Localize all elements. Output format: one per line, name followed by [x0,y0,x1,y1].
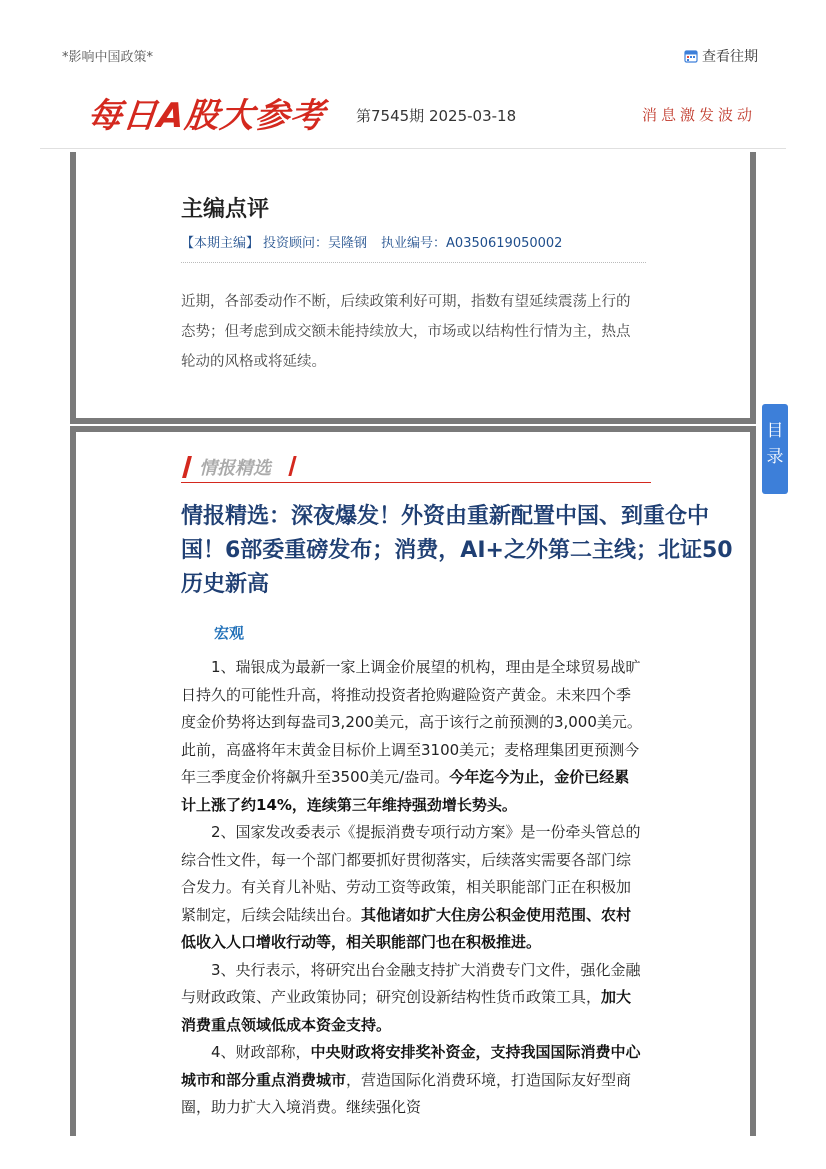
editorial-divider [181,262,646,263]
toc-label-2: 录 [766,447,784,467]
issue-info: 第7545期 2025-03-18 [356,107,517,125]
article-body [181,654,643,1122]
editorial-meta [181,232,576,251]
tag-accent-right [288,456,296,476]
editorial-title: 主编点评 [181,197,270,222]
toc-label-1: 目 [766,421,784,441]
section-tag [181,452,651,483]
editor-role: 【本期主编】 [181,236,260,251]
calendar-icon [684,49,698,63]
section-subhead: 宏观 [214,624,245,642]
editorial-body: 近期，各部委动作不断，后续政策利好可期，指数有望延续震荡上行的态势；但考虑到成交额未能持续放大，市场或以结构性行情为主，热点轮动的风格或将延续。 [181,294,631,370]
article-headline: 情报精选：深夜爆发！外资由重新配置中国、到重仓中国！6部委重磅发布；消费，AI+之外第二主线；北证50历史新高 [181,504,733,597]
toc-tab[interactable] [762,404,788,494]
history-link[interactable] [684,46,758,66]
masthead-logo: 每日A股大参考 [85,96,328,136]
history-label: 查看往期 [702,49,758,65]
editorial-panel [70,152,756,424]
paragraph-2: 2、国家发改委表示《提振消费专项行动方案》是一份牵头管总的综合性文件，每一个部门都要抓好贯彻落实，后续落实需要各部门综合发力。有关育儿补贴、劳动工资等政策，相关职能部门正在积极加紧制定，后续会陆续出台。其他诸如扩大住房公积金使用范围、农村低收入人口增收行动等，相关职能部门也在积极推进。 [181,823,641,951]
license-number: 执业编号：A0350619050002 [381,236,563,251]
slogan: 消息激发波动 [641,106,756,124]
advisor-name: 投资顾问：吴隆钢 [263,236,368,251]
header-divider [40,148,786,149]
intel-panel [70,426,756,1136]
tag-accent-left [182,456,192,478]
paragraph-3: 3、央行表示，将研究出台金融支持扩大消费专门文件，强化金融与财政政策、产业政策协同；研究创设新结构性货币政策工具，加大消费重点领域低成本资金支持。 [181,960,641,1034]
section-tag-label: 情报精选 [199,458,271,479]
paragraph-1: 1、瑞银成为最新一家上调金价展望的机构，理由是全球贸易战旷日持久的可能性升高，将推动投资者抢购避险资产黄金。未来四个季度金价势将达到每盎司3,200美元，高于该行之前预测的3,000美元。此前，高盛将年末黄金目标价上调至3100美元；麦格理集团更预测今年三季度金价将飙升至3500美元/盎司。今年迄今为止，金价已经累计上涨了约14%，连续第三年维持强劲增长势头。 [181,658,642,814]
header-tagline: *影响中国政策* [62,50,154,65]
paragraph-4: 4、财政部称，中央财政将安排奖补资金，支持我国国际消费中心城市和部分重点消费城市，营造国际化消费环境，打造国际友好型商圈，助力扩大入境消费。继续强化资 [181,1043,641,1116]
